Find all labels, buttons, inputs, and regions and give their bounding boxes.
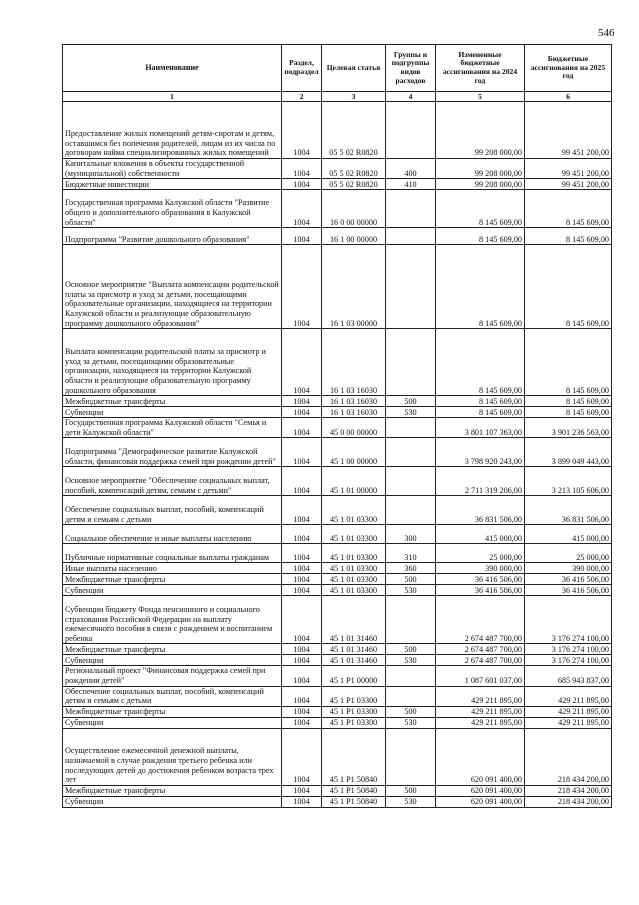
row-name: Выплата компенсации родительской платы за присмотр и уход за детьми, посещающими образовательные организации, находящиеся на территории Калужской области и реализующие образовательную программу дошкольного образования: [63, 329, 282, 396]
table-row: [63, 574, 612, 585]
row-name: Осуществление ежемесячной денежной выплаты, назначаемой в случае рождения третьего ребенка или последующих детей до достижения ребенком возраста трех лет: [63, 728, 282, 785]
table-row: [63, 496, 612, 525]
row-expense-group: 530: [386, 655, 436, 666]
table-row: [63, 655, 612, 666]
column-number: 4: [386, 92, 436, 102]
row-expense-group: [386, 596, 436, 644]
row-amended-2024: 25 000,00: [436, 544, 525, 563]
row-expense-group: 500: [386, 644, 436, 655]
row-expense-group: [386, 666, 436, 686]
row-target-article: 05 5 02 R0820: [322, 159, 386, 179]
row-expense-group: [386, 496, 436, 525]
row-expense-group: 500: [386, 785, 436, 796]
row-amended-2024: 99 208 000,00: [436, 159, 525, 179]
row-allocation-2025: 429 211 895,00: [525, 706, 612, 717]
row-allocation-2025: 99 451 200,00: [525, 102, 612, 159]
row-allocation-2025: 415 000,00: [525, 525, 612, 544]
row-amended-2024: 2 674 487 700,00: [436, 596, 525, 644]
table-row: [63, 396, 612, 407]
row-target-article: 45 1 01 03300: [322, 544, 386, 563]
row-section: 1004: [282, 644, 322, 655]
row-section: 1004: [282, 245, 322, 329]
row-name: Межбюджетные трансферты: [63, 396, 282, 407]
row-name: Обеспечение социальных выплат, пособий, компенсаций детям и семьям с детьми: [63, 686, 282, 706]
row-section: 1004: [282, 785, 322, 796]
row-expense-group: 530: [386, 717, 436, 728]
row-name: Капитальные вложения в объекты государственной (муниципальной) собственности: [63, 159, 282, 179]
column-number: 2: [282, 92, 322, 102]
row-section: 1004: [282, 666, 322, 686]
table-row: [63, 467, 612, 496]
row-name: Субвенции: [63, 796, 282, 807]
table-row: [63, 785, 612, 796]
row-amended-2024: 36 416 506,00: [436, 574, 525, 585]
row-target-article: 05 5 02 R0820: [322, 102, 386, 159]
row-section: 1004: [282, 418, 322, 438]
row-name: Субвенции: [63, 655, 282, 666]
row-expense-group: 300: [386, 525, 436, 544]
row-amended-2024: 3 798 920 243,00: [436, 438, 525, 467]
row-expense-group: [386, 245, 436, 329]
row-allocation-2025: 8 145 609,00: [525, 190, 612, 228]
row-name: Обеспечение социальных выплат, пособий, компенсаций детям и семьям с детьми: [63, 496, 282, 525]
row-section: 1004: [282, 102, 322, 159]
table-row: [63, 102, 612, 159]
header-groups: Группы и подгруппы видов расходов: [386, 45, 436, 92]
column-number: 6: [525, 92, 612, 102]
row-amended-2024: 2 711 319 206,00: [436, 467, 525, 496]
row-section: 1004: [282, 329, 322, 396]
row-amended-2024: 8 145 609,00: [436, 407, 525, 418]
row-amended-2024: 620 091 400,00: [436, 728, 525, 785]
table-row: [63, 544, 612, 563]
row-section: 1004: [282, 796, 322, 807]
row-allocation-2025: 218 434 200,00: [525, 785, 612, 796]
row-amended-2024: 8 145 609,00: [436, 228, 525, 245]
row-allocation-2025: 218 434 200,00: [525, 728, 612, 785]
row-allocation-2025: 3 176 274 100,00: [525, 655, 612, 666]
row-expense-group: [386, 438, 436, 467]
header-name: Наименование: [63, 45, 282, 92]
row-amended-2024: 3 801 107 363,00: [436, 418, 525, 438]
row-amended-2024: 620 091 400,00: [436, 796, 525, 807]
row-name: Предоставление жилых помещений детям-сиротам и детям, оставшимся без попечения родителей, лицам из их числа по договорам найма специализированных жилых помещений: [63, 102, 282, 159]
row-allocation-2025: 8 145 609,00: [525, 396, 612, 407]
row-section: 1004: [282, 525, 322, 544]
row-amended-2024: 1 087 601 037,00: [436, 666, 525, 686]
table-row: [63, 666, 612, 686]
row-target-article: 45 1 P1 03300: [322, 717, 386, 728]
header-allocations: Бюджетные ассигнования на 2025 год: [525, 45, 612, 92]
row-expense-group: [386, 228, 436, 245]
row-allocation-2025: 36 416 506,00: [525, 574, 612, 585]
row-allocation-2025: 99 451 200,00: [525, 159, 612, 179]
row-section: 1004: [282, 728, 322, 785]
row-expense-group: 500: [386, 574, 436, 585]
column-number: 1: [63, 92, 282, 102]
table-row: [63, 228, 612, 245]
row-allocation-2025: 3 899 049 443,00: [525, 438, 612, 467]
row-section: 1004: [282, 574, 322, 585]
row-allocation-2025: 3 901 236 563,00: [525, 418, 612, 438]
row-name: Субвенции: [63, 407, 282, 418]
row-allocation-2025: 8 145 609,00: [525, 228, 612, 245]
row-name: Субвенции: [63, 717, 282, 728]
table-row: [63, 796, 612, 807]
table-row: [63, 438, 612, 467]
row-expense-group: 530: [386, 585, 436, 596]
table-row: [63, 563, 612, 574]
row-expense-group: [386, 329, 436, 396]
row-section: 1004: [282, 596, 322, 644]
row-section: 1004: [282, 228, 322, 245]
row-name: Социальное обеспечение и иные выплаты населению: [63, 525, 282, 544]
budget-table: [62, 44, 612, 808]
header-amended: Измененные бюджетные ассигнования на 2024 год: [436, 45, 525, 92]
row-amended-2024: 99 208 000,00: [436, 179, 525, 190]
row-amended-2024: 429 211 895,00: [436, 717, 525, 728]
table-row: [63, 644, 612, 655]
header-section: Раздел, подраздел: [282, 45, 322, 92]
row-name: Основное мероприятие "Обеспечение социальных выплат, пособий, компенсаций детям, семьям с детьми": [63, 467, 282, 496]
row-name: Бюджетные инвестиции: [63, 179, 282, 190]
row-target-article: 16 0 00 00000: [322, 190, 386, 228]
row-expense-group: [386, 467, 436, 496]
row-allocation-2025: 25 000,00: [525, 544, 612, 563]
row-name: Государственная программа Калужской области "Семья и дети Калужской области": [63, 418, 282, 438]
row-amended-2024: 2 674 487 700,00: [436, 644, 525, 655]
row-allocation-2025: 8 145 609,00: [525, 407, 612, 418]
row-section: 1004: [282, 655, 322, 666]
table-row: [63, 190, 612, 228]
table-row: [63, 525, 612, 544]
row-target-article: 45 1 P1 00000: [322, 666, 386, 686]
table-row: [63, 407, 612, 418]
row-target-article: 45 1 01 03300: [322, 525, 386, 544]
row-allocation-2025: 429 211 895,00: [525, 686, 612, 706]
row-expense-group: 530: [386, 796, 436, 807]
row-target-article: 45 1 P1 50840: [322, 796, 386, 807]
row-allocation-2025: 3 176 274 100,00: [525, 644, 612, 655]
row-name: Подпрограмма "Демографическое развитие Калужской области, финансовая поддержка семей при рождении детей": [63, 438, 282, 467]
row-target-article: 45 1 01 03300: [322, 574, 386, 585]
row-name: Региональный проект "Финансовая поддержка семей при рождении детей": [63, 666, 282, 686]
row-target-article: 45 0 00 00000: [322, 418, 386, 438]
row-expense-group: [386, 686, 436, 706]
row-name: Государственная программа Калужской области "Развитие общего и дополнительного образования в Калужской области": [63, 190, 282, 228]
column-number-row: [63, 92, 612, 102]
row-target-article: 45 1 01 03300: [322, 496, 386, 525]
row-section: 1004: [282, 496, 322, 525]
row-target-article: 45 1 P1 03300: [322, 686, 386, 706]
row-section: 1004: [282, 717, 322, 728]
row-section: 1004: [282, 396, 322, 407]
row-amended-2024: 429 211 895,00: [436, 706, 525, 717]
row-name: Субвенции бюджету Фонда пенсионного и социального страхования Российской Федерации на выплату ежемесячного пособия в связи с рождением и воспитанием ребенка: [63, 596, 282, 644]
row-section: 1004: [282, 467, 322, 496]
row-amended-2024: 8 145 609,00: [436, 190, 525, 228]
row-allocation-2025: 390 000,00: [525, 563, 612, 574]
row-section: 1004: [282, 686, 322, 706]
table-row: [63, 159, 612, 179]
row-target-article: 16 1 03 00000: [322, 245, 386, 329]
row-allocation-2025: 3 213 105 606,00: [525, 467, 612, 496]
row-target-article: 45 1 01 03300: [322, 585, 386, 596]
row-target-article: 16 1 03 16030: [322, 407, 386, 418]
row-amended-2024: 415 000,00: [436, 525, 525, 544]
row-section: 1004: [282, 179, 322, 190]
row-name: Межбюджетные трансферты: [63, 644, 282, 655]
row-target-article: 16 1 03 16030: [322, 396, 386, 407]
row-section: 1004: [282, 159, 322, 179]
row-section: 1004: [282, 438, 322, 467]
row-name: Межбюджетные трансферты: [63, 785, 282, 796]
table-row: [63, 717, 612, 728]
row-target-article: 05 5 02 R0820: [322, 179, 386, 190]
row-target-article: 45 1 01 31460: [322, 655, 386, 666]
row-name: Межбюджетные трансферты: [63, 706, 282, 717]
row-section: 1004: [282, 563, 322, 574]
row-target-article: 45 1 01 31460: [322, 596, 386, 644]
row-amended-2024: 620 091 400,00: [436, 785, 525, 796]
row-amended-2024: 8 145 609,00: [436, 245, 525, 329]
row-expense-group: [386, 418, 436, 438]
row-amended-2024: 429 211 895,00: [436, 686, 525, 706]
row-allocation-2025: 429 211 895,00: [525, 717, 612, 728]
table-row: [63, 245, 612, 329]
page-number: 546: [598, 27, 615, 39]
row-name: Иные выплаты населению: [63, 563, 282, 574]
table-row: [63, 179, 612, 190]
table-row: [63, 706, 612, 717]
row-name: Межбюджетные трансферты: [63, 574, 282, 585]
row-allocation-2025: 36 831 506,00: [525, 496, 612, 525]
row-name: Основное мероприятие "Выплата компенсации родительской платы за присмотр и уход за детьми, посещающими образовательные организации, находящиеся на территории Калужской области и реализующие образовательную программу дошкольного образования": [63, 245, 282, 329]
row-allocation-2025: 685 943 837,00: [525, 666, 612, 686]
table-row: [63, 585, 612, 596]
row-allocation-2025: 36 416 506,00: [525, 585, 612, 596]
row-name: Подпрограмма "Развитие дошкольного образования": [63, 228, 282, 245]
row-section: 1004: [282, 544, 322, 563]
header-target: Целевая статья: [322, 45, 386, 92]
row-amended-2024: 390 000,00: [436, 563, 525, 574]
row-expense-group: 500: [386, 706, 436, 717]
row-target-article: 45 1 01 00000: [322, 467, 386, 496]
row-allocation-2025: 8 145 609,00: [525, 329, 612, 396]
row-target-article: 45 1 00 00000: [322, 438, 386, 467]
row-amended-2024: 8 145 609,00: [436, 329, 525, 396]
row-target-article: 45 1 P1 50840: [322, 728, 386, 785]
row-target-article: 45 1 P1 50840: [322, 785, 386, 796]
row-target-article: 45 1 01 03300: [322, 563, 386, 574]
row-amended-2024: 36 416 506,00: [436, 585, 525, 596]
column-number: 5: [436, 92, 525, 102]
table-row: [63, 686, 612, 706]
row-section: 1004: [282, 585, 322, 596]
row-expense-group: [386, 190, 436, 228]
row-expense-group: 410: [386, 179, 436, 190]
row-amended-2024: 8 145 609,00: [436, 396, 525, 407]
row-expense-group: 360: [386, 563, 436, 574]
row-allocation-2025: 99 451 200,00: [525, 179, 612, 190]
row-amended-2024: 36 831 506,00: [436, 496, 525, 525]
row-allocation-2025: 8 145 609,00: [525, 245, 612, 329]
row-allocation-2025: 218 434 200,00: [525, 796, 612, 807]
table-row: [63, 329, 612, 396]
row-expense-group: 310: [386, 544, 436, 563]
row-amended-2024: 99 208 000,00: [436, 102, 525, 159]
header-row: [63, 45, 612, 92]
row-name: Субвенции: [63, 585, 282, 596]
row-expense-group: [386, 728, 436, 785]
row-expense-group: 530: [386, 407, 436, 418]
row-name: Публичные нормативные социальные выплаты гражданам: [63, 544, 282, 563]
row-amended-2024: 2 674 487 700,00: [436, 655, 525, 666]
row-target-article: 16 1 00 00000: [322, 228, 386, 245]
row-section: 1004: [282, 407, 322, 418]
table-row: [63, 418, 612, 438]
row-section: 1004: [282, 706, 322, 717]
row-expense-group: 500: [386, 396, 436, 407]
row-target-article: 16 1 03 16030: [322, 329, 386, 396]
row-target-article: 45 1 P1 03300: [322, 706, 386, 717]
row-target-article: 45 1 01 31460: [322, 644, 386, 655]
row-section: 1004: [282, 190, 322, 228]
row-expense-group: 400: [386, 159, 436, 179]
row-allocation-2025: 3 176 274 100,00: [525, 596, 612, 644]
column-number: 3: [322, 92, 386, 102]
table-row: [63, 728, 612, 785]
table-row: [63, 596, 612, 644]
row-expense-group: [386, 102, 436, 159]
